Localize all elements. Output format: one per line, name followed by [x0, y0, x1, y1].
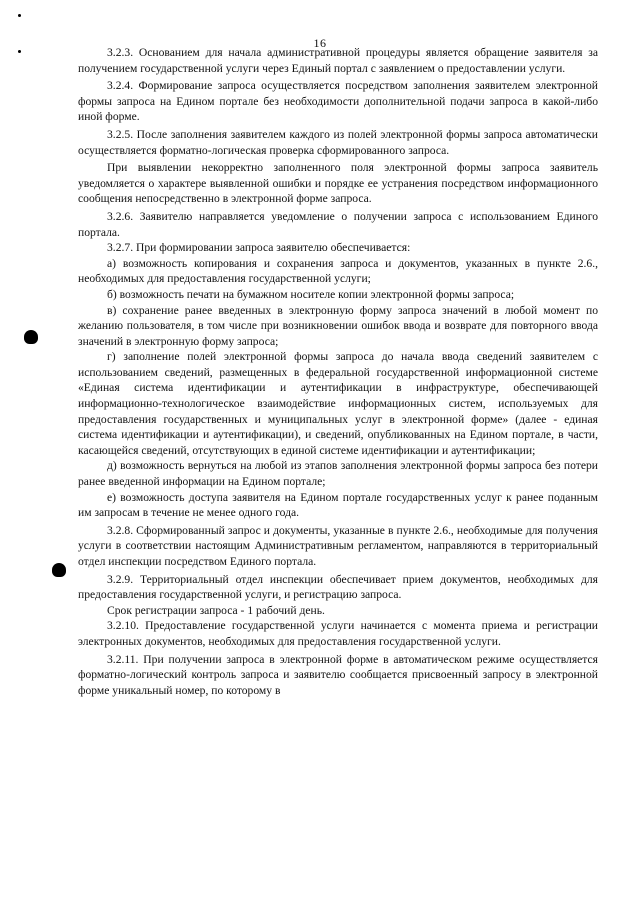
paragraph: 3.2.3. Основанием для начала административной процедуры является обращение заявителя за получением государственной услуги через Единый портал с заявлением о предоставлении услуги.	[78, 46, 598, 75]
paragraph: 3.2.6. Заявителю направляется уведомление о получении запроса с использованием Единого портала.	[78, 209, 598, 239]
paragraph: б) возможность печати на бумажном носителе копии электронной формы запроса;	[107, 287, 515, 301]
hole-punch-mark	[52, 563, 66, 577]
paragraph: 3.2.4. Формирование запроса осуществляется посредством заполнения заявителем электронной формы запроса на Едином портале без необходимости дополнительной подачи запроса в какой-либо иной форме.	[78, 79, 598, 124]
page-number: 16	[313, 36, 327, 50]
paragraph: 3.2.5. После заполнения заявителем каждого из полей электронной формы запроса автоматически осуществляется форматно-логическая проверка сформированного запроса.	[78, 127, 598, 157]
paragraph: 3.2.11. При получении запроса в электронной форме в автоматическом режиме осуществляется форматно-логический контроль запроса и заявителю сообщается присвоенный запросу в электронной форме уникальный номер, по которому в	[78, 652, 598, 697]
paragraph: 3.2.10. Предоставление государственной услуги начинается с момента приема и регистрации электронных документов, необходимых для предоставления государственной услуги.	[78, 619, 598, 648]
paragraph: в) сохранение ранее введенных в электронную форму запроса значений в любой момент по желанию пользователя, в том числе при возникновении ошибок ввода и возврате для повторного ввода значений в электронную форму запроса;	[78, 303, 598, 348]
paragraph: е) возможность доступа заявителя на Едином портале государственных услуг к ранее поданным им запросам в течение не менее одного года.	[78, 490, 598, 520]
paragraph: д) возможность вернуться на любой из этапов заполнения электронной формы запроса без потери ранее введенной информации на Едином портале;	[78, 459, 598, 489]
paragraph: а) возможность копирования и сохранения запроса и документов, указанных в пункте 2.6., необходимых для предоставления государственной услуги;	[78, 256, 598, 286]
paragraph: 3.2.8. Сформированный запрос и документы, указанные в пункте 2.6., необходимые для получения услуги в соответствии настоящим Административным регламентом, направляются в территориальный отдел инспекции посредством Единого портала.	[78, 523, 598, 568]
document-body	[78, 45, 598, 698]
paragraph: Срок регистрации запроса - 1 рабочий день.	[107, 603, 325, 617]
hole-punch-mark	[24, 330, 38, 344]
scan-speck	[18, 14, 21, 17]
paragraph: 3.2.9. Территориальный отдел инспекции обеспечивает прием документов, необходимых для предоставления государственной услуги, и регистрацию запроса.	[78, 572, 598, 602]
paragraph: 3.2.7. При формировании запроса заявителю обеспечивается:	[107, 241, 411, 255]
paragraph: При выявлении некорректно заполненного поля электронной формы запроса заявитель уведомляется о характере выявленной ошибки и порядке ее устранения посредством информационного сообщения непосредственно в электронной форме запроса.	[78, 161, 598, 206]
paragraph: г) заполнение полей электронной формы запроса до начала ввода сведений заявителем с использованием сведений, размещенных в федеральной государственной информационной системе «Единая система идентификации и аутентификации в инфраструктуре, обеспечивающей информационно-технологическое взаимодействие информационных систем, используемых для предоставления государственных и муниципальных услуг в электронной форме» (далее - единая система идентификации и аутентификации), и сведений, опубликованных на Едином портале, в части, касающейся сведений, отсутствующих в единой системе идентификации и аутентификации;	[78, 350, 598, 457]
